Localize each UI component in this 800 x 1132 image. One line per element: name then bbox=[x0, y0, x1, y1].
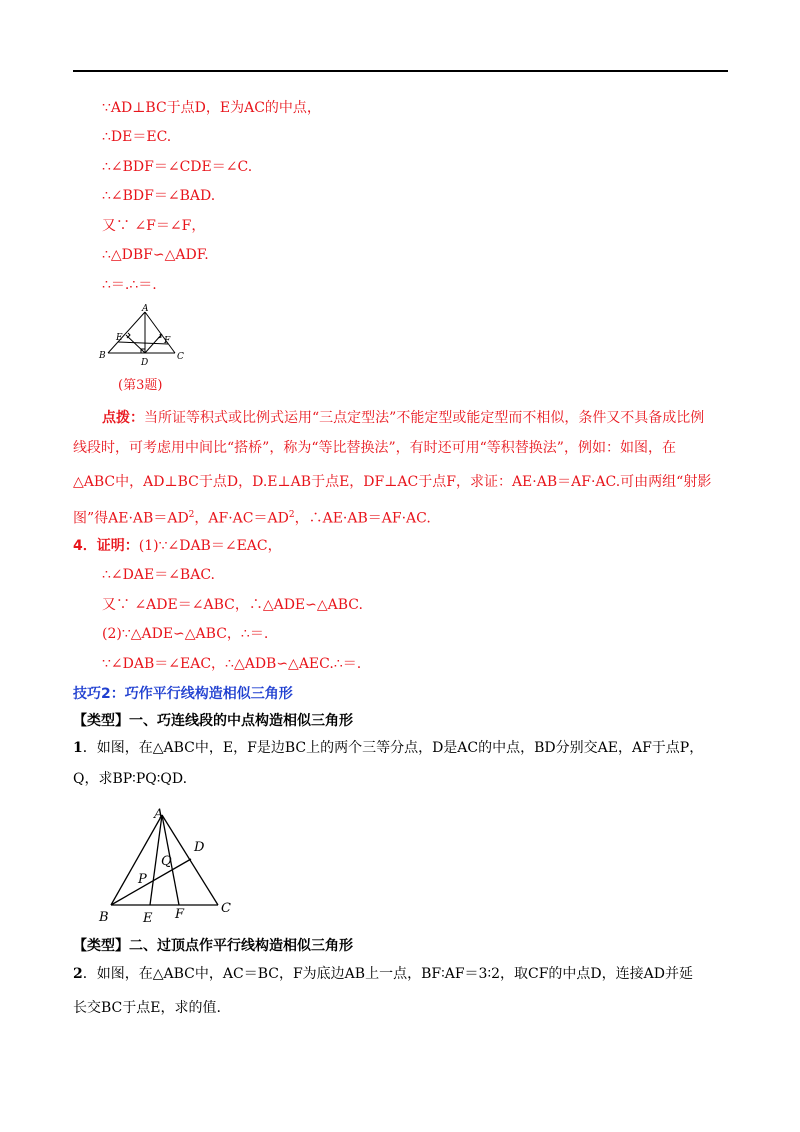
tip-line4 bbox=[73, 505, 431, 529]
fig1-label-B: B bbox=[99, 910, 109, 925]
question1-number: 1 bbox=[73, 740, 83, 756]
solution4-line4: (2)∵△ADE∽△ABC，∴＝. bbox=[102, 626, 269, 642]
question2-number: 2 bbox=[73, 966, 83, 982]
solution4-line2: ∴∠DAE＝∠BAC. bbox=[102, 567, 215, 583]
question2-text1: ．如图，在△ABC中，AC＝BC，F为底边AB上一点，BF∶AF＝3∶2，取CF的中点D，连接AD并延 bbox=[82, 966, 693, 982]
tip-line1 bbox=[102, 408, 704, 428]
solution3-line6: ∴△DBF∽△ADF. bbox=[102, 247, 209, 263]
solution4-label: 4．证明： bbox=[73, 538, 139, 554]
fig3-label-D: D bbox=[141, 358, 149, 368]
question2-line2: 长交BC于点E，求的值. bbox=[73, 1000, 221, 1016]
tip-text4c: ，∴AE·AB＝AF·AC. bbox=[294, 510, 431, 527]
question1-text1: ．如图，在△ABC中，E，F是边BC上的两个三等分点，D是AC的中点，BD分别交AE，AF于点P， bbox=[82, 740, 704, 756]
tip-line3: △ABC中，AD⊥BC于点D，D.E⊥AB于点E，DF⊥AC于点F，求证：AE·AB＝AF·AC.可由两组“射影 bbox=[73, 474, 712, 490]
solution4-line5: ∵∠DAB＝∠EAC，∴△ADB∽△AEC.∴＝. bbox=[102, 656, 362, 672]
fig1-label-Q: Q bbox=[161, 854, 172, 869]
fig3-label-E: E bbox=[116, 333, 123, 343]
fig1-label-D: D bbox=[194, 840, 205, 855]
solution3-line7: ∴＝.∴＝. bbox=[102, 277, 157, 293]
tip-text4a: 图”得AE·AB＝AD bbox=[73, 510, 189, 527]
fig1-label-E: E bbox=[143, 911, 153, 925]
tip-text1: 当所证等积式或比例式运用“三点定型法”不能定型或能定型而不相似，条件又不具备成比例 bbox=[144, 410, 705, 426]
fig3-label-C: C bbox=[177, 352, 184, 362]
header-rule bbox=[73, 70, 728, 72]
figure-problem3 bbox=[96, 302, 186, 368]
solution3-line5: 又∵ ∠F＝∠F， bbox=[102, 218, 206, 234]
fig1-label-F: F bbox=[175, 907, 185, 922]
question1-line1 bbox=[73, 738, 703, 758]
tip-sup2: 2 bbox=[288, 510, 295, 520]
solution3-line3: ∴∠BDF＝∠CDE＝∠C. bbox=[102, 159, 253, 175]
tip-text4b: ，AF·AC＝AD bbox=[194, 510, 289, 527]
solution3-line1: ∵AD⊥BC于点D，E为AC的中点， bbox=[102, 100, 321, 116]
solution4-line1 bbox=[73, 536, 282, 556]
question2-line1 bbox=[73, 964, 693, 984]
solution4-text1: (1)∵∠DAB＝∠EAC， bbox=[138, 538, 282, 554]
section-heading: 技巧2：巧作平行线构造相似三角形 bbox=[73, 686, 293, 702]
fig1-label-P: P bbox=[138, 872, 147, 887]
fig1-label-C: C bbox=[221, 901, 231, 916]
fig3-label-F: F bbox=[164, 336, 171, 346]
solution3-line2: ∴DE＝EC. bbox=[102, 129, 172, 145]
tip-sup1: 2 bbox=[188, 510, 195, 520]
tip-line2: 线段时，可考虑用中间比“搭桥”，称为“等比替换法”，有时还可用“等积替换法”，例如：如图，在 bbox=[73, 440, 676, 456]
type2-heading: 【类型】二、过顶点作平行线构造相似三角形 bbox=[73, 938, 353, 954]
solution4-line3: 又∵ ∠ADE＝∠ABC，∴△ADE∽△ABC. bbox=[102, 597, 363, 613]
fig1-label-A: A bbox=[154, 807, 164, 822]
question1-line2: Q，求BP∶PQ∶QD. bbox=[73, 771, 188, 787]
tip-label: 点拨： bbox=[102, 410, 144, 426]
figure-caption: (第3题) bbox=[118, 378, 163, 393]
fig3-label-A: A bbox=[142, 304, 149, 314]
type1-heading: 【类型】一、巧连线段的中点构造相似三角形 bbox=[73, 713, 353, 729]
fig3-label-B: B bbox=[99, 351, 106, 361]
figure-question1 bbox=[96, 803, 246, 925]
solution3-line4: ∴∠BDF＝∠BAD. bbox=[102, 188, 216, 204]
